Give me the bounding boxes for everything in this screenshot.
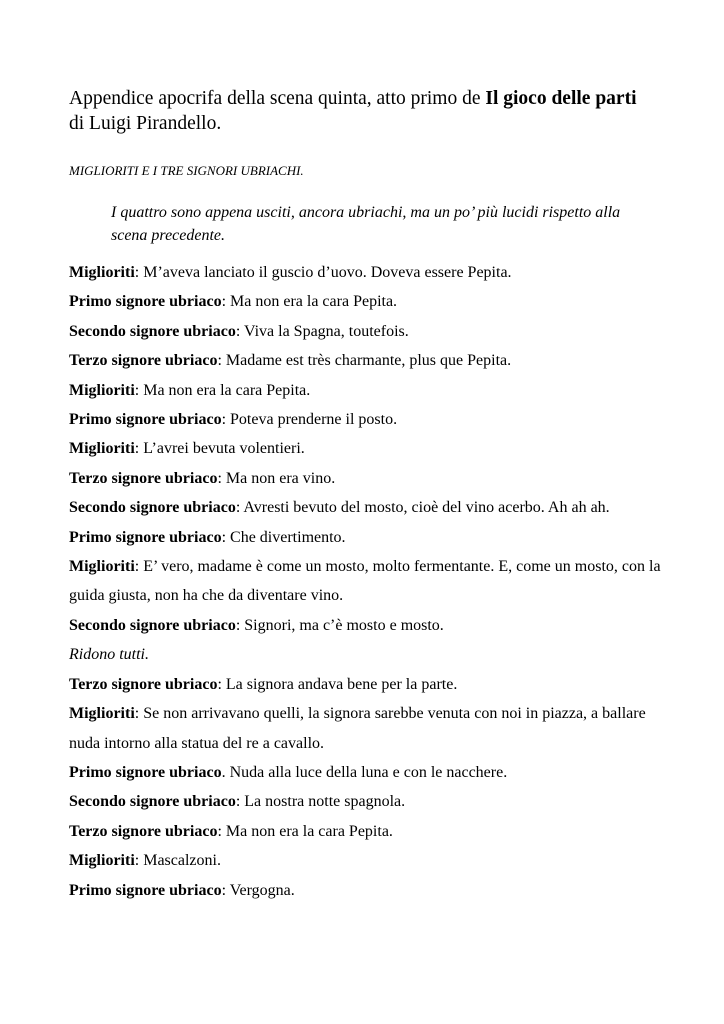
dialogue-text: : Ma non era la cara Pepita. xyxy=(134,381,311,399)
dialogue-line xyxy=(69,876,669,905)
title-work: Il gioco delle parti xyxy=(485,88,637,109)
dialogue-text: : Se non arrivavano quelli, la signora sarebbe venuta con noi in piazza, a ballare nuda intorno alla statua del re a cavallo. xyxy=(69,705,646,752)
dialogue-line xyxy=(69,523,669,552)
speaker-name: Miglioriti xyxy=(69,852,135,870)
dialogue-text: : E’ vero, madame è come un mosto, molto fermentante. E, come un mosto, con la guida giusta, non ha che da diventare vino. xyxy=(69,558,661,605)
dialogue-line xyxy=(69,552,669,611)
dialogue-text: : Ma non era la cara Pepita. xyxy=(221,293,398,311)
dialogue-text: : La signora andava bene per la parte. xyxy=(217,675,458,693)
speaker-name: Secondo signore ubriaco xyxy=(69,322,236,340)
dialogue-text: : M’aveva lanciato il guscio d’uovo. Doveva essere Pepita. xyxy=(134,264,512,281)
dialogue-text: : Madame est très charmante, plus que Pepita. xyxy=(217,352,512,370)
dialogue-line xyxy=(69,317,669,346)
dialogue-line xyxy=(69,670,669,699)
title-suffix: di Luigi Pirandello. xyxy=(69,113,222,134)
stage-direction-line: Ridono tutti. xyxy=(69,646,149,664)
dialogue xyxy=(69,258,669,905)
dialogue-text: : La nostra notte spagnola. xyxy=(235,793,406,811)
dialogue-text: : Viva la Spagna, toutefois. xyxy=(235,322,409,340)
dialogue-line xyxy=(69,699,669,758)
dialogue-line xyxy=(69,846,669,875)
dialogue-line xyxy=(69,376,669,405)
dialogue-line xyxy=(69,287,669,316)
speaker-name: Primo signore ubriaco xyxy=(69,293,222,311)
dialogue-text: . Nuda alla luce della luna e con le nacchere. xyxy=(221,763,508,781)
speaker-name: Primo signore ubriaco xyxy=(69,411,222,429)
speaker-name: Terzo signore ubriaco xyxy=(69,352,218,370)
dialogue-line xyxy=(69,258,669,287)
speaker-name: Secondo signore ubriaco xyxy=(69,499,236,517)
speaker-name: Terzo signore ubriaco xyxy=(69,822,218,840)
speaker-name: Primo signore ubriaco xyxy=(69,763,222,781)
dialogue-line xyxy=(69,405,669,434)
dialogue-line xyxy=(69,464,669,493)
dialogue-text: : Poteva prenderne il posto. xyxy=(221,411,398,429)
dialogue-line xyxy=(69,346,669,375)
speaker-name: Miglioriti xyxy=(69,381,135,399)
speaker-name: Primo signore ubriaco xyxy=(69,881,222,899)
speaker-name: Primo signore ubriaco xyxy=(69,528,222,546)
dialogue-line xyxy=(69,817,669,846)
speaker-name: Miglioriti xyxy=(69,264,135,281)
stage-direction: I quattro sono appena usciti, ancora ubriachi, ma un po’ più lucidi rispetto alla scena precedente. xyxy=(111,204,621,244)
speaker-name: Secondo signore ubriaco xyxy=(69,616,236,634)
title-prefix: Appendice apocrifa della scena quinta, atto primo de xyxy=(69,88,486,109)
dialogue-text: : Vergogna. xyxy=(221,881,295,899)
speaker-name: Miglioriti xyxy=(69,440,135,458)
dialogue-text: : Signori, ma c’è mosto e mosto. xyxy=(235,616,444,634)
speaker-name: Miglioriti xyxy=(69,705,135,723)
document-title xyxy=(69,86,709,136)
scene-heading: MIGLIORITI E I TRE SIGNORI UBRIACHI. xyxy=(69,163,304,178)
dialogue-line xyxy=(69,787,669,816)
speaker-name: Terzo signore ubriaco xyxy=(69,675,218,693)
dialogue-text: : Avresti bevuto del mosto, cioè del vino acerbo. Ah ah ah. xyxy=(235,499,610,517)
speaker-name: Terzo signore ubriaco xyxy=(69,469,218,487)
dialogue-text: : Ma non era la cara Pepita. xyxy=(217,822,393,840)
speaker-name: Secondo signore ubriaco xyxy=(69,793,236,811)
speaker-name: Miglioriti xyxy=(69,558,135,576)
dialogue-line xyxy=(69,434,669,463)
dialogue-line xyxy=(69,611,669,640)
dialogue-line xyxy=(69,493,669,522)
dialogue-text: : L’avrei bevuta volentieri. xyxy=(134,440,305,458)
dialogue-text: : Ma non era vino. xyxy=(217,469,336,487)
dialogue-text: : Mascalzoni. xyxy=(134,852,221,870)
dialogue-line xyxy=(69,758,669,787)
dialogue-text: : Che divertimento. xyxy=(221,528,346,546)
